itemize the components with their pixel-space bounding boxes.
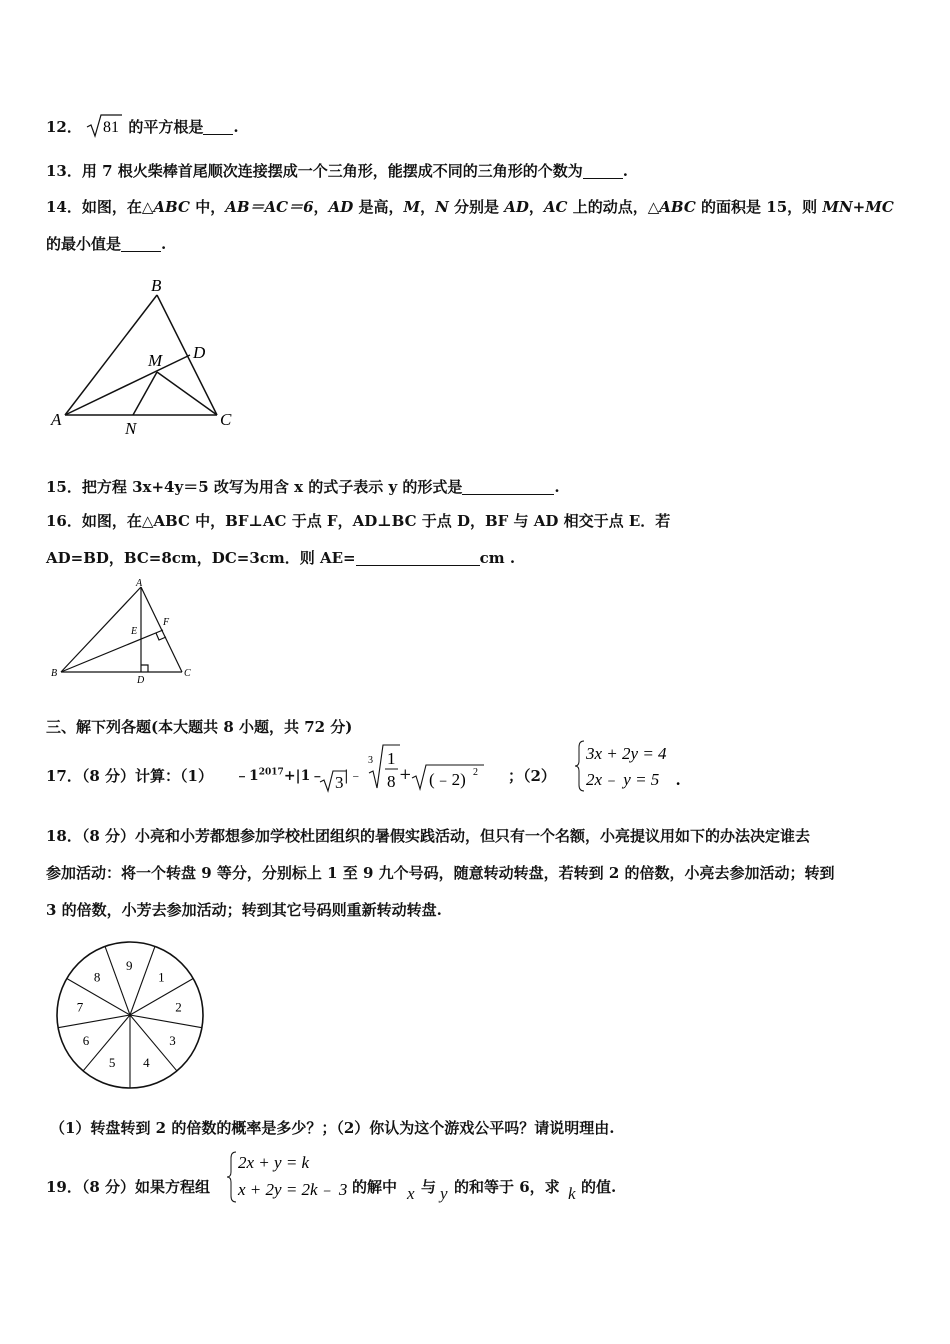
spinner-wheel xyxy=(52,937,208,1093)
label-d: D xyxy=(137,675,145,685)
wheel-number: 5 xyxy=(108,1054,116,1070)
triangle-figure-q16 xyxy=(45,575,205,685)
question-text: 的平方根是 xyxy=(128,118,204,136)
wheel-number: 6 xyxy=(82,1033,90,1048)
wheel-divider xyxy=(105,946,130,1015)
expr-minus-one: $﹣1^{2017}+|1﹣$ xyxy=(235,767,325,784)
triangle-figure-q14 xyxy=(45,272,245,437)
wheel-divider xyxy=(58,1015,130,1028)
answer-blank[interactable] xyxy=(356,550,480,566)
svg-text:.: . xyxy=(676,770,681,789)
label-e: E xyxy=(131,626,138,637)
question-18-line3: 3 的倍数，小芳去参加活动；转到其它号码则重新转动转盘. xyxy=(46,901,442,919)
system-of-equations-17 xyxy=(574,739,684,793)
question-number: 12． xyxy=(46,118,82,136)
svg-text:3: 3 xyxy=(368,755,373,766)
system-of-equations-19 xyxy=(226,1150,356,1206)
label-f: F xyxy=(163,617,170,628)
sqrt-neg2-squared xyxy=(410,761,488,791)
label-m: M xyxy=(148,351,163,370)
svg-text:x + 2y = 2k﹣ 3: x + 2y = 2k﹣ 3 xyxy=(238,1180,348,1199)
svg-text:8: 8 xyxy=(387,772,396,791)
radicand: 81 xyxy=(103,119,120,136)
question-18-line2: 参加活动：将一个转盘 9 等分，分别标上 1 至 9 九个号码，随意转动转盘，若转到 2 的倍数，小亮去参加活动；转到 xyxy=(46,864,835,882)
wheel-number: 1 xyxy=(158,969,165,985)
wheel-divider xyxy=(83,1015,130,1071)
svg-text:2x + y = k: 2x + y = k xyxy=(238,1153,310,1172)
wheel-number: 4 xyxy=(143,1054,150,1070)
wheel-number: 2 xyxy=(175,999,182,1015)
question-16-line1: 16．如图，在△ABC 中，BF⊥AC 于点 F，AD⊥BC 于点 D，BF 与 AD 相交于点 E．若 xyxy=(46,512,671,530)
answer-blank[interactable] xyxy=(203,119,233,135)
question-15: 15．把方程 3x+4y＝5 改写为用含 x 的式子表示 y 的形式是 . xyxy=(46,478,560,496)
wheel-divider xyxy=(130,946,155,1015)
label-b: B xyxy=(51,668,58,679)
answer-blank[interactable] xyxy=(462,479,554,495)
svg-text:2x﹣ y = 5: 2x﹣ y = 5 xyxy=(586,770,660,789)
wheel-number: 3 xyxy=(169,1033,176,1048)
label-c: C xyxy=(220,410,232,429)
question-12: 12． 81 的平方根是 . xyxy=(46,112,239,138)
question-text: 13．用 7 根火柴棒首尾顺次连接摆成一个三角形，能摆成不同的三角形的个数为 xyxy=(46,162,583,180)
question-14-line1: 14．如图，在△ABC 中，AB＝AC＝6，AD 是高，M，N 分别是 AD，AC 上的动点，△ABC 的面积是 15，则 MN+MC xyxy=(46,198,894,216)
svg-text:(﹣2): (﹣2) xyxy=(429,770,466,789)
svg-text:3x + 2y = 4: 3x + 2y = 4 xyxy=(586,744,667,763)
question-13: 13．用 7 根火柴棒首尾顺次连接摆成一个三角形，能摆成不同的三角形的个数为 . xyxy=(46,162,628,180)
sqrt-81 xyxy=(85,112,123,138)
question-16-line2: AD=BD，BC=8cm，DC=3cm．则 AE= cm . xyxy=(46,549,516,567)
answer-blank[interactable] xyxy=(121,236,161,252)
question-18-line1: 18．（8 分）小亮和小芳都想参加学校杜团组织的暑假实践活动，但只有一个名额，小亮提议用如下的办法决定谁去 xyxy=(46,827,811,845)
wheel-number: 7 xyxy=(76,999,84,1015)
svg-text:2: 2 xyxy=(473,767,478,778)
svg-text:1: 1 xyxy=(387,749,396,768)
label-d: D xyxy=(193,343,206,362)
question-18-sub: （1）转盘转到 2 的倍数的概率是多少？；（2）你认为这个游戏公平吗？请说明理由. xyxy=(50,1119,615,1137)
label-b: B xyxy=(151,276,162,295)
wheel-number: 9 xyxy=(126,958,133,973)
svg-text:3: 3 xyxy=(335,773,344,792)
answer-blank[interactable] xyxy=(583,163,623,179)
label-a: A xyxy=(51,410,62,429)
question-14-line2: 的最小值是 . xyxy=(46,235,167,253)
label-n: N xyxy=(125,419,137,437)
label-a: A xyxy=(136,578,143,589)
wheel-divider xyxy=(130,1015,202,1028)
cube-root-one-eighth xyxy=(366,743,402,793)
wheel-number: 8 xyxy=(93,969,101,985)
section-heading: 三、解下列各题(本大题共 8 小题，共 72 分) xyxy=(46,718,353,736)
label-c: C xyxy=(184,668,191,679)
